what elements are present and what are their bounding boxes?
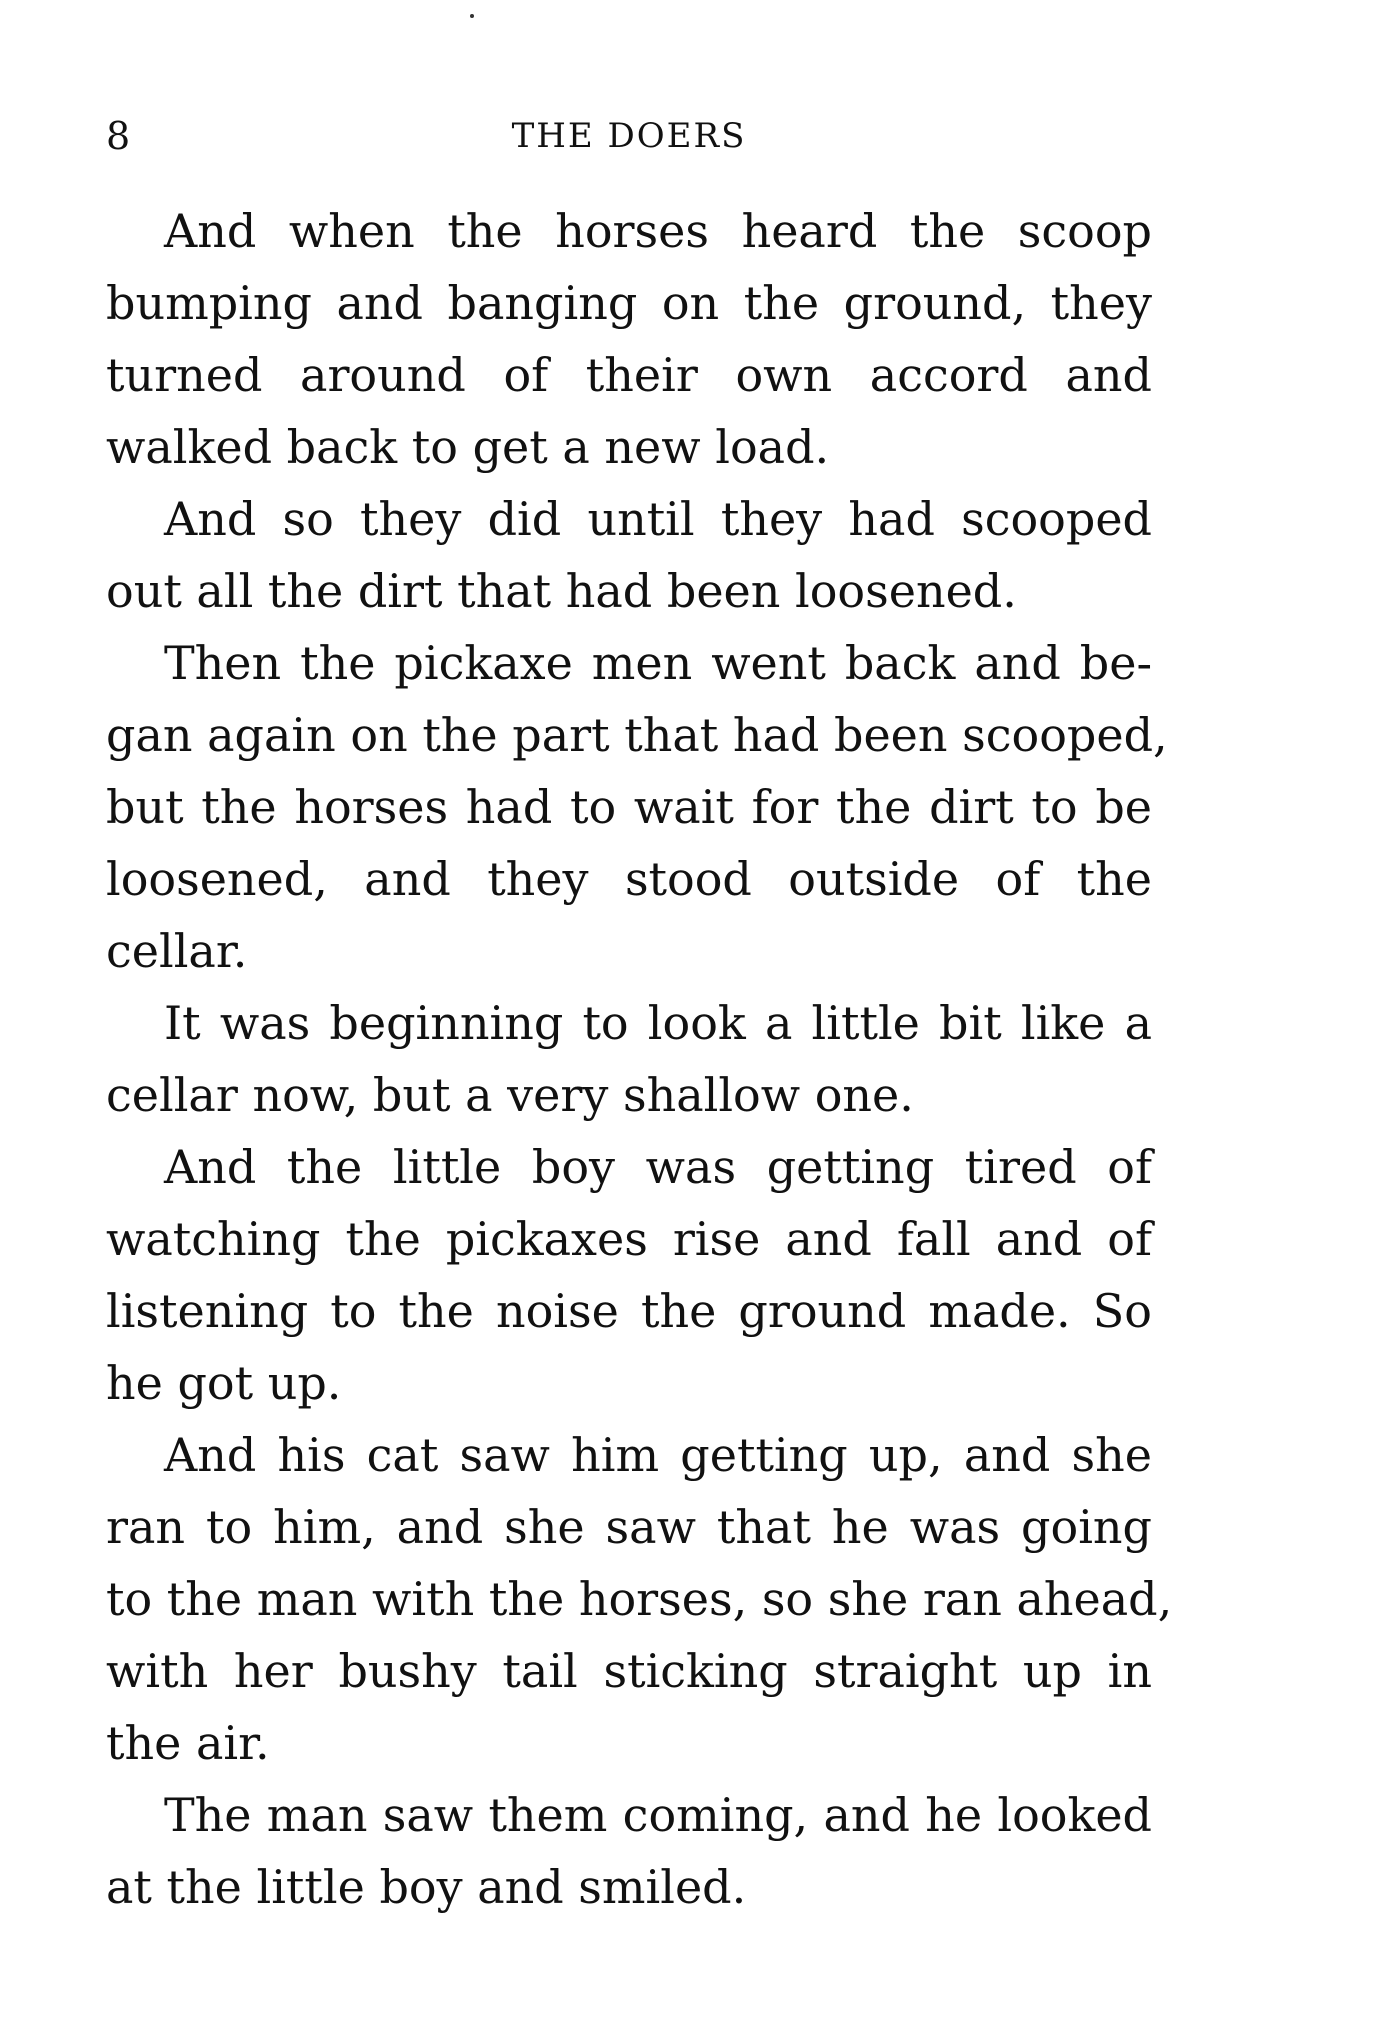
text-line: bumping and banging on the ground, they bbox=[106, 276, 1152, 330]
paragraph bbox=[106, 627, 1168, 987]
text-line: but the horses had to wait for the dirt to be bbox=[106, 780, 1152, 834]
text-line: at the little boy and smiled. bbox=[106, 1860, 747, 1914]
paragraph bbox=[106, 1779, 1152, 1923]
text-line: It was beginning to look a little bit like a bbox=[164, 996, 1152, 1050]
paragraph bbox=[106, 1419, 1173, 1779]
paragraph bbox=[106, 483, 1152, 627]
text-line: And when the horses heard the scoop bbox=[164, 204, 1152, 258]
text-line: he got up. bbox=[106, 1356, 342, 1410]
text-line: ran to him, and she saw that he was going bbox=[106, 1500, 1152, 1554]
text-line: with her bushy tail sticking straight up in bbox=[106, 1644, 1152, 1698]
paragraph bbox=[106, 987, 1152, 1131]
paragraph bbox=[106, 195, 1152, 483]
text-line: watching the pickaxes rise and fall and of bbox=[106, 1212, 1152, 1266]
body-text bbox=[106, 195, 1173, 1915]
text-line: And so they did until they had scooped bbox=[164, 492, 1152, 546]
paragraph bbox=[106, 1131, 1152, 1419]
paper-speck bbox=[470, 14, 474, 18]
page-header bbox=[106, 112, 1152, 160]
text-line: And his cat saw him getting up, and she bbox=[164, 1428, 1152, 1482]
running-title: THE DOERS bbox=[511, 116, 747, 156]
text-line: The man saw them coming, and he looked bbox=[164, 1788, 1152, 1842]
text-line: loosened, and they stood outside of the bbox=[106, 852, 1152, 906]
text-line: gan again on the part that had been scooped, bbox=[106, 708, 1168, 762]
text-line: cellar now, but a very shallow one. bbox=[106, 1068, 914, 1122]
text-line: turned around of their own accord and bbox=[106, 348, 1152, 402]
text-line: cellar. bbox=[106, 924, 248, 978]
page-number: 8 bbox=[106, 114, 131, 158]
text-line: the air. bbox=[106, 1716, 270, 1770]
text-line: to the man with the horses, so she ran ahead, bbox=[106, 1572, 1173, 1626]
text-line: out all the dirt that had been loosened. bbox=[106, 564, 1017, 618]
text-line: listening to the noise the ground made. So bbox=[106, 1284, 1152, 1338]
text-line: And the little boy was getting tired of bbox=[164, 1140, 1152, 1194]
text-line: walked back to get a new load. bbox=[106, 420, 830, 474]
text-line: Then the pickaxe men went back and be- bbox=[164, 636, 1152, 690]
